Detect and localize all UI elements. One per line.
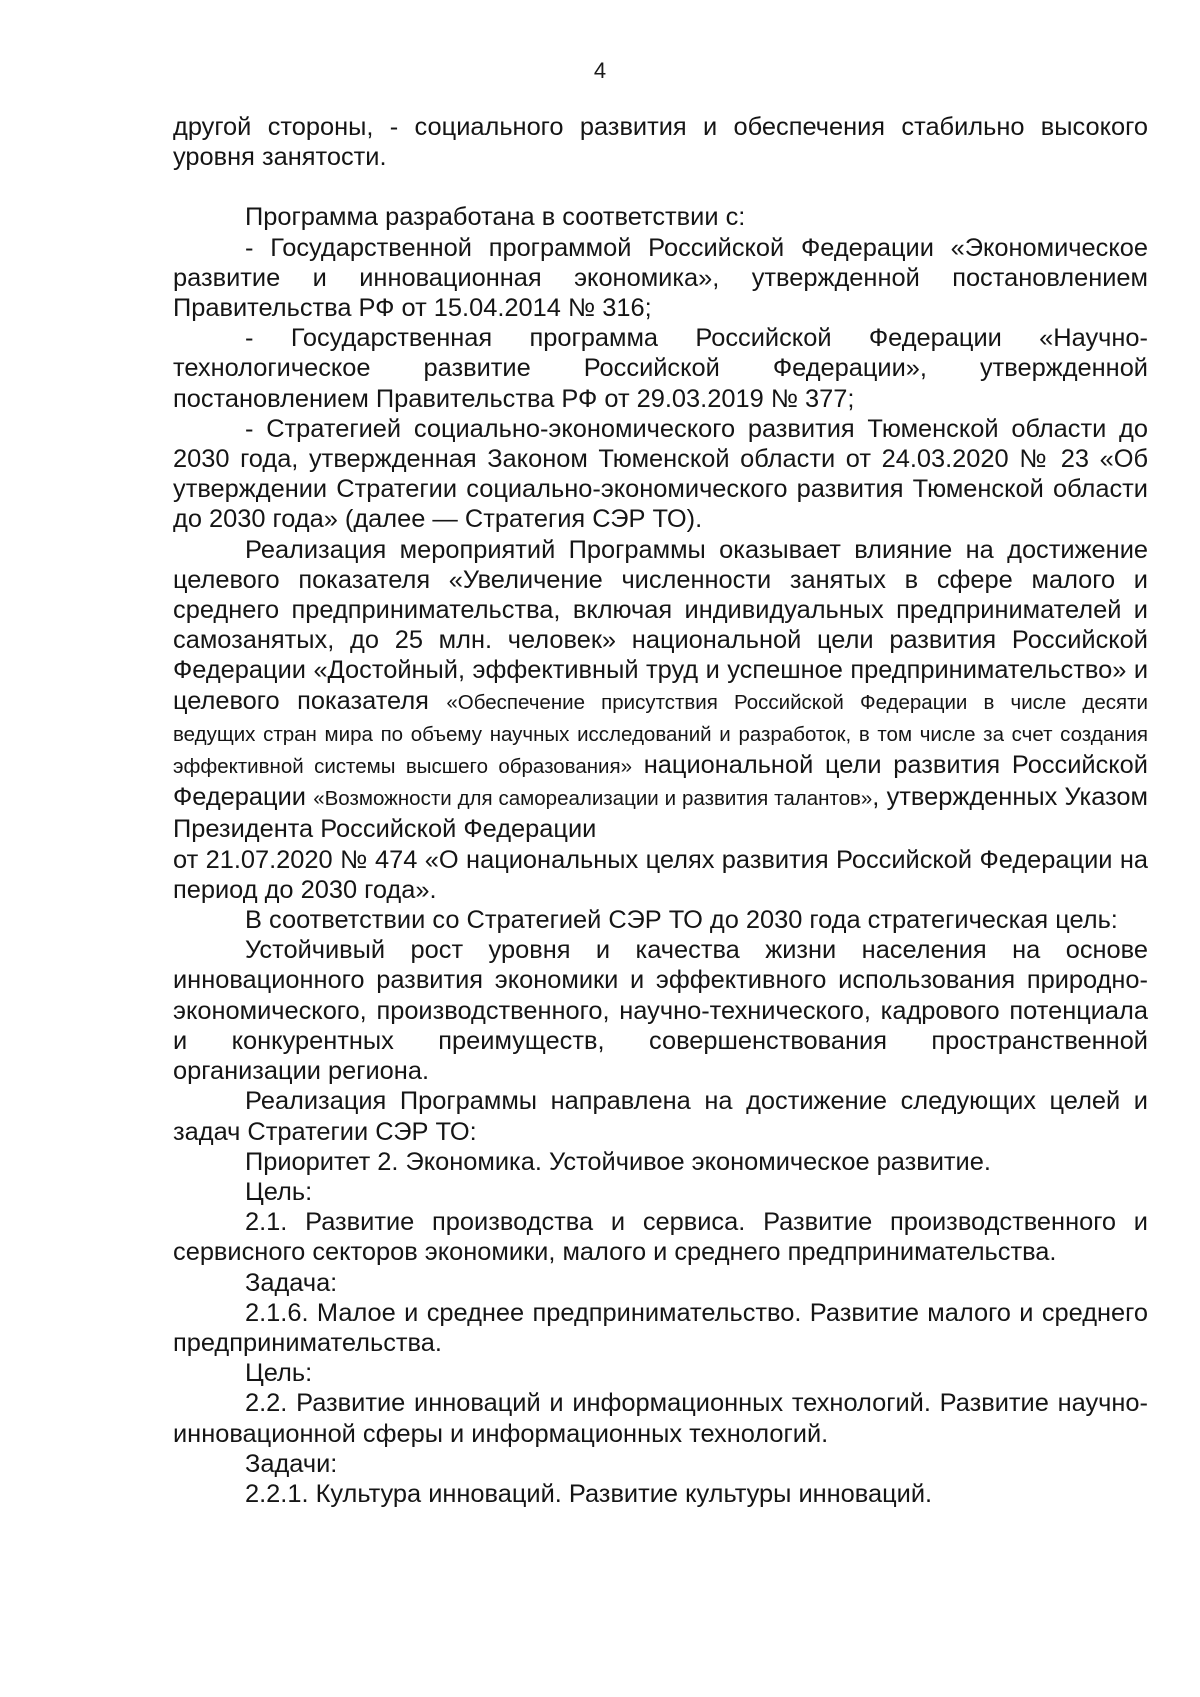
goal-2-2: 2.2. Развитие инноваций и информационных технологий. Развитие научно-инновационной сферы и информационных технологий. xyxy=(173,1389,1148,1448)
paragraph-program-basis: Программа разработана в соответствии с: xyxy=(245,203,746,232)
paragraph-strategic-goal: Устойчивый рост уровня и качества жизни населения на основе инновационного развития экономики и эффективного использования природно-экономического, производственного, научно-технического, кадрового потенциала и конкурентных преимуществ, совершенствования пространственной организации региона. xyxy=(173,936,1148,1086)
impact-indicator-quote: «Обеспечение присутствия Российской Федерации в числе десяти ведущих стран мира по объему научных исследований и разработок, в том числе за счет создания эффективной системы высшего образования» xyxy=(173,690,1148,779)
impact-text-part: национальной цели развития Российской Федерации xyxy=(173,751,1148,812)
impact-text-part: Реализация мероприятий Программы оказывает влияние на достижение целевого показателя «Увеличение численности занятых в сфере малого и среднего предпринимательства, включая индивидуальных предпринимателей и самозанятых, до 25 млн. человек» национальной цели развития Российской Федерации «Достойный, эффективный труд и успешное предпринимательство» и целевого показателя xyxy=(173,535,1148,715)
label-goal: Цель: xyxy=(245,1359,313,1388)
paragraph-intro-continuation: другой стороны, - социального развития и обеспечения стабильно высокого уровня занятости. xyxy=(173,113,1148,172)
task-2-1-6: 2.1.6. Малое и среднее предпринимательство. Развитие малого и среднего предпринимательства. xyxy=(173,1298,1148,1357)
paragraph-decree-reference: от 21.07.2020 № 474 «О национальных целях развития Российской Федерации на период до 2030 года». xyxy=(173,845,1148,904)
list-item-regional-strategy: - Стратегией социально-экономического развития Тюменской области до 2030 года, утвержденная Законом Тюменской области от 24.03.2020 № 23 «Об утверждении Стратегии социально-экономического развития Тюменской области до 2030 года» (далее — Стратегия СЭР ТО). xyxy=(173,414,1148,534)
paragraph-strategic-goal-intro: В соответствии со Стратегией СЭР ТО до 2030 года стратегическая цель: xyxy=(245,906,1118,935)
goal-2-1: 2.1. Развитие производства и сервиса. Развитие производственного и сервисного секторов экономики, малого и среднего предпринимательства. xyxy=(173,1208,1148,1267)
impact-text-part: , утвержденных Указом Президента Российской Федерации xyxy=(173,783,1148,844)
priority-economy: Приоритет 2. Экономика. Устойчивое экономическое развитие. xyxy=(245,1147,991,1176)
label-goal: Цель: xyxy=(245,1177,313,1206)
impact-goal-quote: «Возможности для самореализации и развития талантов» xyxy=(313,787,873,811)
paragraph-goals-intro: Реализация Программы направлена на достижение следующих целей и задач Стратегии СЭР ТО: xyxy=(173,1087,1148,1146)
document-body xyxy=(173,112,1148,1509)
page-number: 4 xyxy=(593,58,607,83)
list-item-economic-program: - Государственной программой Российской Федерации «Экономическое развитие и инновационная экономика», утвержденной постановлением Правительства РФ от 15.04.2014 № 316; xyxy=(173,233,1148,323)
label-tasks: Задачи: xyxy=(245,1449,338,1478)
label-task: Задача: xyxy=(245,1268,338,1297)
paragraph-program-impact xyxy=(173,535,1148,845)
task-2-2-1: 2.2.1. Культура инноваций. Развитие культуры инноваций. xyxy=(245,1479,933,1508)
paragraph-spacer xyxy=(173,172,1148,202)
list-item-science-program: - Государственная программа Российской Федерации «Научно-технологическое развитие Российской Федерации», утвержденной постановлением Правительства РФ от 29.03.2019 № 377; xyxy=(173,324,1148,413)
